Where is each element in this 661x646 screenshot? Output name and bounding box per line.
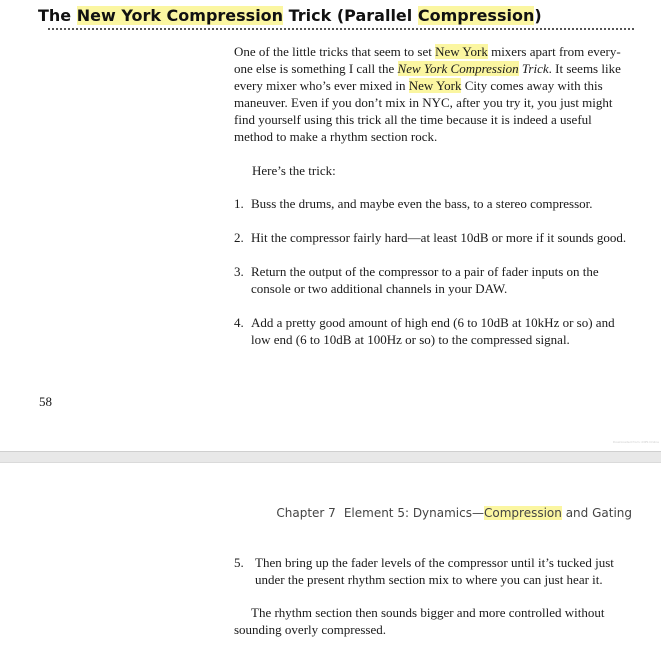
list-text: Then bring up the fader levels of the compressor until it’s tucked just under the present rhythm section mix to where you can just hear it.	[255, 555, 614, 587]
search-highlight: New York	[435, 44, 488, 59]
list-item	[234, 229, 634, 246]
list-item	[234, 554, 634, 588]
list-item	[234, 195, 634, 212]
header-text: Element 5: Dynamics—	[343, 506, 484, 520]
intro-paragraph: One of the little tricks that seem to set New York mixers apart from every-one else is something I call the New York Compression Trick. It seems like every mixer who’s ever mixed in New York City comes away with this maneuver. Even if you don’t mix in NYC, after you try it, you just might find yourself using this trick all the time because it is indeed a useful method to make a rhythm section rock.	[234, 44, 621, 144]
search-highlight: New York Compression	[76, 6, 284, 25]
list-number: 5.	[234, 555, 244, 570]
list-item	[234, 314, 634, 348]
lead-in-text: Here’s the trick:	[252, 163, 336, 178]
page-number: 58	[39, 394, 52, 409]
list-text: Add a pretty good amount of high end (6 to 10dB at 10kHz or so) and low end (6 to 10dB at 100Hz or so) to the compressed signal.	[251, 315, 615, 347]
heading-text: Trick (Parallel	[283, 6, 418, 25]
search-highlight: New York Compression	[397, 61, 519, 76]
page-separator	[0, 451, 661, 463]
search-highlight: Compression	[417, 6, 535, 25]
list-item	[234, 263, 634, 297]
closing-paragraph: The rhythm section then sounds bigger and more controlled without sounding overly compressed.	[234, 605, 605, 637]
header-text: and Gating	[561, 506, 632, 520]
search-highlight: New York	[408, 78, 462, 93]
list-text: Buss the drums, and maybe even the bass, to a stereo compressor.	[251, 196, 593, 211]
running-header	[276, 506, 632, 520]
list-number: 3.	[234, 264, 244, 279]
list-number: 2.	[234, 230, 244, 245]
list-text: Return the output of the compressor to a pair of fader inputs on the console or two additional channels in your DAW.	[251, 264, 599, 296]
section-heading	[38, 6, 542, 25]
download-watermark: Downloaded from: iDPS Online	[612, 440, 659, 444]
chapter-label: Chapter 7	[276, 506, 336, 520]
list-number: 1.	[234, 196, 244, 211]
list-text: Hit the compressor fairly hard—at least 10dB or more if it sounds good.	[251, 230, 627, 245]
search-highlight: Compression	[484, 506, 562, 520]
heading-text: The	[38, 6, 77, 25]
list-number: 4.	[234, 315, 244, 330]
heading-text: )	[534, 6, 542, 25]
dotted-divider	[48, 28, 634, 30]
